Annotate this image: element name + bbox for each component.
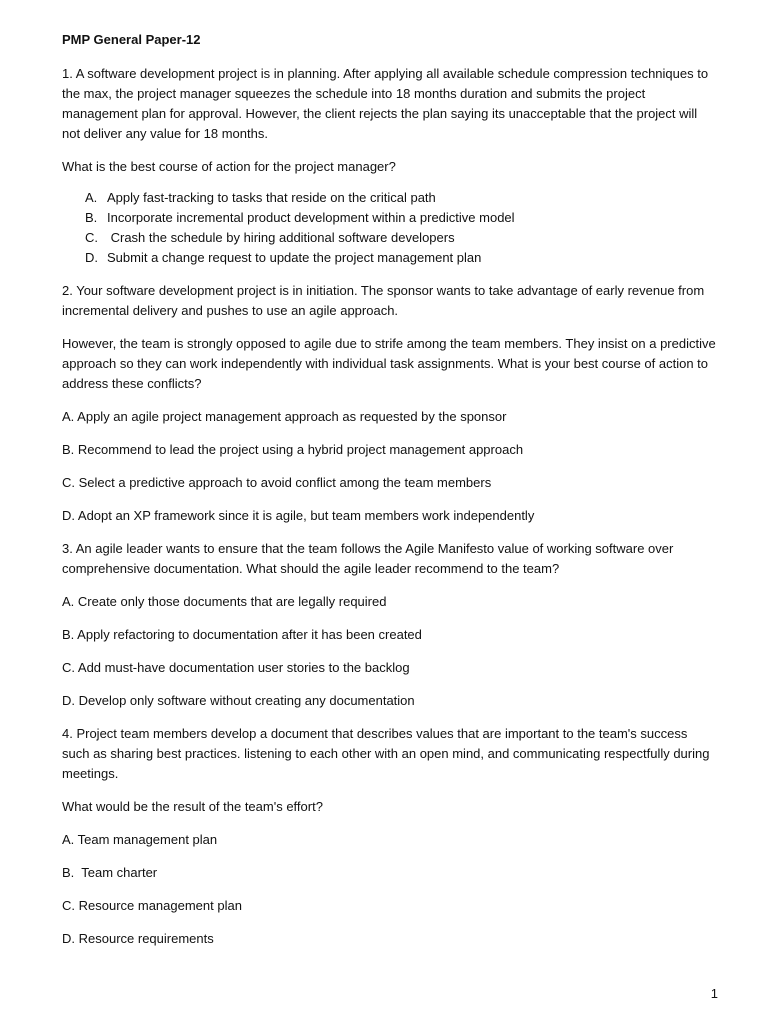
option-a: A. Create only those documents that are legally required — [62, 594, 387, 609]
page-title: PMP General Paper-12 — [62, 32, 201, 47]
question-4-prompt: What would be the result of the team's effort? — [62, 799, 323, 814]
option-c: C. Select a predictive approach to avoid conflict among the team members — [62, 475, 492, 490]
option-a: A. Apply fast-tracking to tasks that reside on the critical path — [85, 190, 436, 205]
option-c: C. Add must-have documentation user stories to the backlog — [62, 660, 410, 675]
question-4 — [62, 724, 718, 949]
option-a: A. Apply an agile project management approach as requested by the sponsor — [62, 409, 507, 424]
option-b: B. Incorporate incremental product development within a predictive model — [85, 210, 515, 225]
question-3-stem: 3. An agile leader wants to ensure that the team follows the Agile Manifesto value of working software over comprehensive documentation. What should the agile leader recommend to the team? — [62, 541, 674, 576]
page-number: 1 — [710, 986, 718, 1001]
question-1-stem: 1. A software development project is in planning. After applying all available schedule compression techniques to the max, the project manager squeezes the schedule into 18 months duration and submits the project management plan for approval. However, the client rejects the plan saying its unacceptable that the project will not deliver any value for 18 months. — [62, 66, 709, 141]
document-page — [62, 30, 718, 962]
option-c: C. Crash the schedule by hiring additional software developers — [85, 230, 455, 245]
option-d: D. Submit a change request to update the project management plan — [85, 250, 482, 265]
question-1-options — [62, 188, 718, 268]
question-1-prompt: What is the best course of action for the project manager? — [62, 159, 396, 174]
question-2 — [62, 281, 718, 526]
question-1 — [62, 64, 718, 268]
option-c: C. Resource management plan — [62, 898, 242, 913]
option-d: D. Resource requirements — [62, 931, 214, 946]
option-a: A. Team management plan — [62, 832, 218, 847]
question-3 — [62, 539, 718, 711]
option-b: B. Team charter — [62, 865, 158, 880]
option-b: B. Apply refactoring to documentation after it has been created — [62, 627, 422, 642]
option-d: D. Adopt an XP framework since it is agile, but team members work independently — [62, 508, 535, 523]
question-2-prompt: However, the team is strongly opposed to agile due to strife among the team members. They insist on a predictive approach so they can work independently with individual task assignments. What is your best course of action to address these conflicts? — [62, 336, 716, 391]
option-d: D. Develop only software without creating any documentation — [62, 693, 415, 708]
question-2-stem: 2. Your software development project is in initiation. The sponsor wants to take advantage of early revenue from incremental delivery and pushes to use an agile approach. — [62, 283, 705, 318]
question-4-stem: 4. Project team members develop a document that describes values that are important to the team's success such as sharing best practices. listening to each other with an open mind, and communicating respectfully during meetings. — [62, 726, 710, 781]
option-b: B. Recommend to lead the project using a hybrid project management approach — [62, 442, 524, 457]
